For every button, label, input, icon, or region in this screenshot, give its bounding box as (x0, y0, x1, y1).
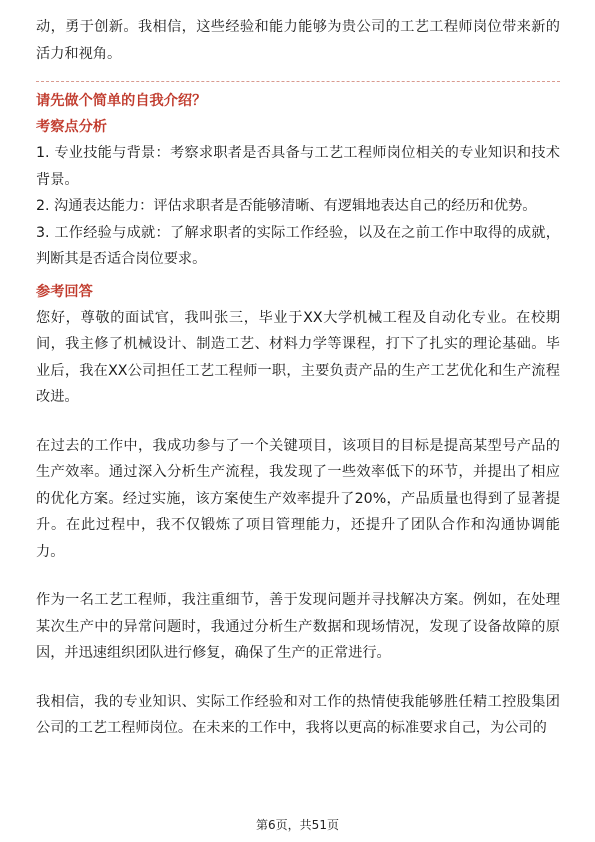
answer-paragraph: 作为一名工艺工程师，我注重细节，善于发现问题并寻找解决方案。例如，在处理某次生产中的异常问题时，我通过分析生产数据和现场情况，发现了设备故障的原因，并迅速组织团队进行修复，确保了生产的正常进行。 (36, 592, 560, 661)
analysis-point: 3. 工作经验与成就：了解求职者的实际工作经验，以及在之前工作中取得的成就，判断其是否适合岗位要求。 (36, 224, 560, 267)
answer-title: 参考回答 (36, 283, 93, 300)
analysis-title: 考察点分析 (36, 119, 107, 135)
paragraph-gap (36, 565, 560, 587)
question-heading: 请先做个简单的自我介绍？ (36, 93, 207, 109)
answer-paragraph: 在过去的工作中，我成功参与了一个关键项目，该项目的目标是提高某型号产品的生产效率。通过深入分析生产流程，我发现了一些效率低下的环节，并提出了相应的优化方案。经过实施，该方案使生产效率提升了20%，产品质量也得到了显著提升。在此过程中，我不仅锻炼了项目管理能力，还提升了团队合作和沟通协调能力。 (36, 437, 560, 560)
section-divider (36, 81, 560, 82)
previous-answer-tail: 动，勇于创新。我相信，这些经验和能力能够为贵公司的工艺工程师岗位带来新的活力和视角。 (36, 19, 560, 62)
paragraph-gap (36, 667, 560, 689)
answer-paragraph: 您好，尊敬的面试官，我叫张三，毕业于XX大学机械工程及自动化专业。在校期间，我主修了机械设计、制造工艺、材料力学等课程，打下了扎实的理论基础。毕业后，我在XX公司担任工艺工程师一职，主要负责产品的生产工艺优化和生产流程改进。 (36, 309, 560, 405)
page-number-footer: 第6页，共51页 (256, 818, 339, 832)
document-page (36, 14, 560, 742)
paragraph-gap (36, 411, 560, 433)
analysis-point: 2. 沟通表达能力：评估求职者是否能够清晰、有逻辑地表达自己的经历和优势。 (36, 198, 537, 214)
answer-paragraph: 我相信，我的专业知识、实际工作经验和对工作的热情使我能够胜任精工控股集团公司的工艺工程师岗位。在未来的工作中，我将以更高的标准要求自己，为公司的 (36, 693, 560, 736)
analysis-point: 1. 专业技能与背景：考察求职者是否具备与工艺工程师岗位相关的专业知识和技术背景。 (36, 145, 560, 188)
